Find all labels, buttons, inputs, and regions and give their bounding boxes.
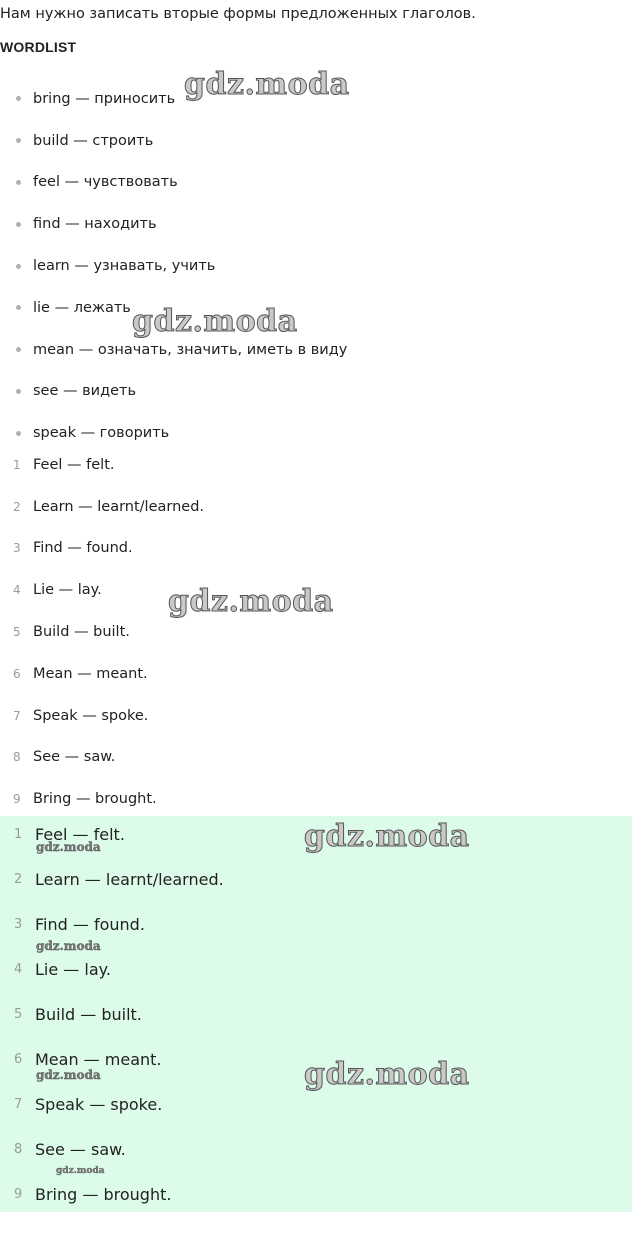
bullet-icon [16,264,21,269]
item-number: 8 [13,750,21,765]
answer-text: Build — built. [35,1005,142,1024]
answer-item [0,1037,224,1082]
answer-item [0,947,224,992]
intro-text: Нам нужно записать вторые формы предложенных глаголов. [0,6,476,22]
list-item [0,162,347,204]
item-number: 9 [13,792,21,807]
answer-text: See — saw. [33,749,116,766]
wordlist-entry: learn — узнавать, учить [33,258,216,275]
item-number: 5 [14,1007,23,1022]
watermark: gdz.moda [36,840,101,854]
item-number: 7 [13,708,21,723]
answer-text: Bring — brought. [33,791,157,808]
answer-item [0,1127,224,1172]
item-number: 1 [14,827,23,842]
list-item [0,120,347,162]
wordlist-entry: see — видеть [33,383,137,400]
item-number: 6 [14,1052,23,1067]
bullet-icon [16,222,21,227]
bullet-icon [16,389,21,394]
bullet-icon [16,347,21,352]
answer-text: Learn — learnt/learned. [35,870,224,889]
watermark: gdz.moda [56,1166,105,1176]
watermark: gdz.moda [168,584,334,619]
answer-text: Find — found. [33,540,133,557]
watermark: gdz.moda [304,819,470,854]
bullet-icon [16,180,21,185]
answer-text: Learn — learnt/learned. [33,498,205,515]
wordlist-entry: lie — лежать [33,299,131,316]
list-item [0,371,347,413]
list-item [0,245,347,287]
item-number: 9 [14,1187,23,1202]
list-item [0,203,347,245]
watermark: gdz.moda [184,67,350,102]
answer-text: See — saw. [35,1140,126,1159]
answer-text: Build — built. [33,624,130,641]
answer-text: Feel — felt. [33,456,115,473]
item-number: 5 [13,625,21,640]
item-number: 8 [14,1142,23,1157]
bullet-icon [16,431,21,436]
watermark: gdz.moda [36,939,101,953]
answer-text: Mean — meant. [33,665,148,682]
item-number: 6 [13,666,21,681]
answer-item [0,812,224,857]
answer-item [0,528,204,570]
answer-item [0,695,204,737]
answer-text: Lie — lay. [33,582,102,599]
answer-text: Speak — spoke. [33,707,149,724]
wordlist [0,78,347,454]
item-number: 7 [14,1097,23,1112]
item-number: 4 [14,962,23,977]
answer-item [0,992,224,1037]
wordlist-entry: find — находить [33,216,157,233]
wordlist-entry: build — строить [33,132,154,149]
bullet-icon [16,96,21,101]
item-number: 4 [13,583,21,598]
bullet-icon [16,305,21,310]
item-number: 2 [13,499,21,514]
item-number: 3 [13,541,21,556]
item-number: 2 [14,872,23,887]
answer-item [0,1082,224,1127]
wordlist-title: WORDLIST [0,39,77,55]
wordlist-entry: bring — приносить [33,90,176,107]
answer-text: Bring — brought. [35,1185,172,1204]
wordlist-entry: speak — говорить [33,425,170,442]
answer-item [0,486,204,528]
answer-text: Find — found. [35,915,145,934]
answer-item [0,653,204,695]
answer-text: Feel — felt. [35,825,125,844]
answer-item [0,1172,224,1217]
item-number: 1 [13,457,21,472]
answer-list [0,444,204,820]
answer-item [0,902,224,947]
watermark: gdz.moda [132,304,298,339]
wordlist-entry: mean — означать, значить, иметь в виду [33,341,348,358]
bullet-icon [16,138,21,143]
answer-text: Lie — lay. [35,960,111,979]
answer-item [0,444,204,486]
answer-text: Mean — meant. [35,1050,162,1069]
wordlist-entry: feel — чувствовать [33,174,178,191]
watermark: gdz.moda [304,1057,470,1092]
answer-text: Speak — spoke. [35,1095,163,1114]
answer-item [0,737,204,779]
item-number: 3 [14,917,23,932]
answer-item [0,857,224,902]
highlighted-answer-list [0,812,224,1217]
watermark: gdz.moda [36,1068,101,1082]
